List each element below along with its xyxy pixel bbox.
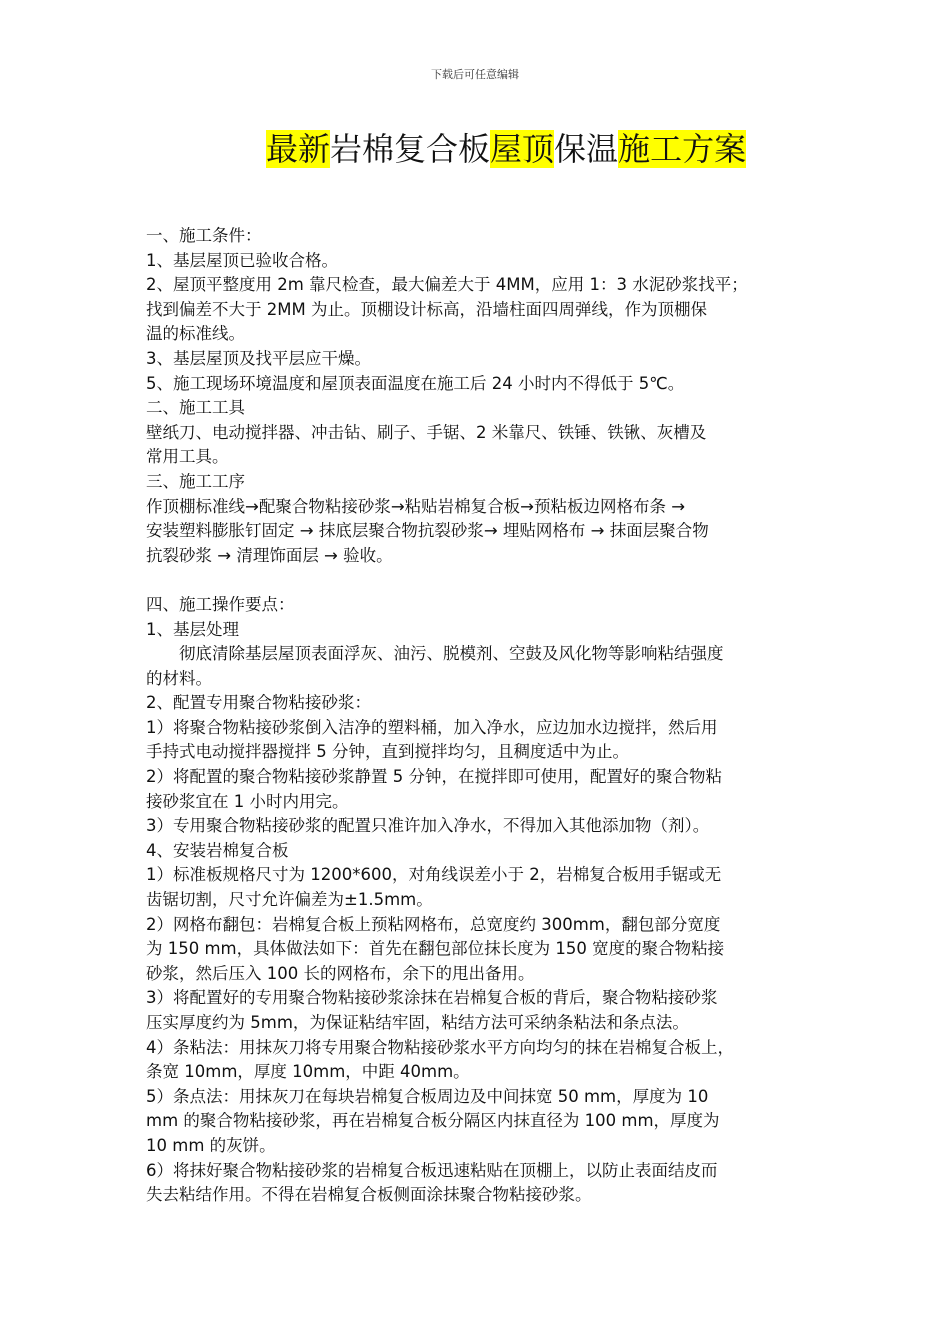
text-line: 手持式电动搅拌器搅拌 5 分钟，直到搅拌均匀，且稠度适中为止。 [146, 742, 629, 762]
text-line: 3、基层屋顶及找平层应干燥。 [146, 348, 371, 368]
title-part-3: 屋顶 [490, 130, 555, 168]
text-line: 找到偏差不大于 2MM 为止。顶棚设计标高，沿墙柱面四周弹线，作为顶棚保 [146, 299, 707, 319]
text-line: 1、基层处理 [146, 619, 239, 639]
text-line: 失去粘结作用。不得在岩棉复合板侧面涂抹聚合物粘接砂浆。 [146, 1185, 592, 1205]
text-line: 压实厚度约为 5mm，为保证粘结牢固，粘结方法可采纳条粘法和条点法。 [146, 1013, 689, 1032]
section-heading: 一、施工条件： [146, 226, 262, 245]
title-part-4: 保温 [554, 130, 619, 168]
text-line: 3）专用聚合物粘接砂浆的配置只准许加入净水，不得加入其他添加物（剂）。 [146, 816, 710, 836]
header-note: 下载后可任意编辑 [431, 68, 519, 81]
text-line: 壁纸刀、电动搅拌器、冲击钻、刷子、手锯、2 米靠尺、铁锤、铁锹、灰槽及 [146, 422, 707, 442]
text-line: 接砂浆宜在 1 小时内用完。 [146, 791, 349, 811]
text-line: 2）网格布翻包：岩棉复合板上预粘网格布，总宽度约 300mm，翻包部分宽度 [146, 914, 721, 934]
section-heading: 二、施工工具 [146, 398, 245, 418]
text-line: 温的标准线。 [146, 324, 245, 344]
text-line: 5、施工现场环境温度和屋顶表面温度在施工后 24 小时内不得低于 5℃。 [146, 373, 685, 393]
text-line: 彻底清除基层屋顶表面浮灰、油污、脱模剂、空鼓及风化物等影响粘结强度 [179, 644, 724, 664]
text-line: 3）将配置好的专用聚合物粘接砂浆涂抹在岩棉复合板的背后，聚合物粘接砂浆 [146, 988, 718, 1008]
text-line: 4、安装岩棉复合板 [146, 840, 289, 860]
text-line: 10 mm 的灰饼。 [146, 1135, 276, 1155]
document-body [146, 224, 810, 1208]
text-line: 1）将聚合物粘接砂浆倒入洁净的塑料桶，加入净水，应边加水边搅拌，然后用 [146, 717, 718, 737]
text-line: 4）条粘法：用抹灰刀将专用聚合物粘接砂浆水平方向均匀的抹在岩棉复合板上， [146, 1037, 734, 1057]
text-line: 作顶棚标准线→配聚合物粘接砂浆→粘贴岩棉复合板→预粘板边网格布条 → [146, 496, 686, 516]
text-line: 1）标准板规格尺寸为 1200*600，对角线误差小于 2，岩棉复合板用手锯或无 [146, 865, 722, 885]
text-line: 条宽 10mm，厚度 10mm，中距 40mm。 [146, 1062, 470, 1082]
text-line: 2）将配置的聚合物粘接砂浆静置 5 分钟，在搅拌即可使用，配置好的聚合物粘 [146, 767, 722, 787]
text-line: 安装塑料膨胀钉固定 → 抹底层聚合物抗裂砂浆→ 埋贴网格布 → 抹面层聚合物 [146, 521, 709, 541]
text-line: 1、基层屋顶已验收合格。 [146, 250, 338, 270]
text-line: 6）将抹好聚合物粘接砂浆的岩棉复合板迅速粘贴在顶棚上，以防止表面结皮而 [146, 1160, 718, 1180]
blank-line [146, 568, 810, 593]
text-line: 2、配置专用聚合物粘接砂浆： [146, 693, 371, 713]
text-line: 齿锯切割，尺寸允许偏差为±1.5mm。 [146, 890, 433, 910]
title-part-1: 最新 [266, 130, 331, 168]
title-part-5: 施工方案 [618, 130, 747, 168]
text-line: 为 150 mm，具体做法如下：首先在翻包部位抹长度为 150 宽度的聚合物粘接 [146, 939, 725, 959]
document-title [266, 124, 746, 174]
section-heading: 四、施工操作要点： [146, 594, 295, 614]
text-line: 2、屋顶平整度用 2m 靠尺检查，最大偏差大于 4MM，应用 1：3 水泥砂浆找平； [146, 275, 748, 295]
text-line: 的材料。 [146, 668, 212, 688]
text-line: 常用工具。 [146, 447, 229, 467]
text-line: 5）条点法：用抹灰刀在每块岩棉复合板周边及中间抹宽 50 mm，厚度为 10 [146, 1086, 709, 1106]
title-part-2: 岩棉复合板 [330, 130, 491, 168]
text-line: mm 的聚合物粘接砂浆，再在岩棉复合板分隔区内抹直径为 100 mm，厚度为 [146, 1111, 720, 1131]
text-line: 抗裂砂浆 → 清理饰面层 → 验收。 [146, 545, 393, 565]
text-line: 砂浆，然后压入 100 长的网格布，余下的甩出备用。 [146, 963, 535, 983]
section-heading: 三、施工工序 [146, 471, 245, 491]
